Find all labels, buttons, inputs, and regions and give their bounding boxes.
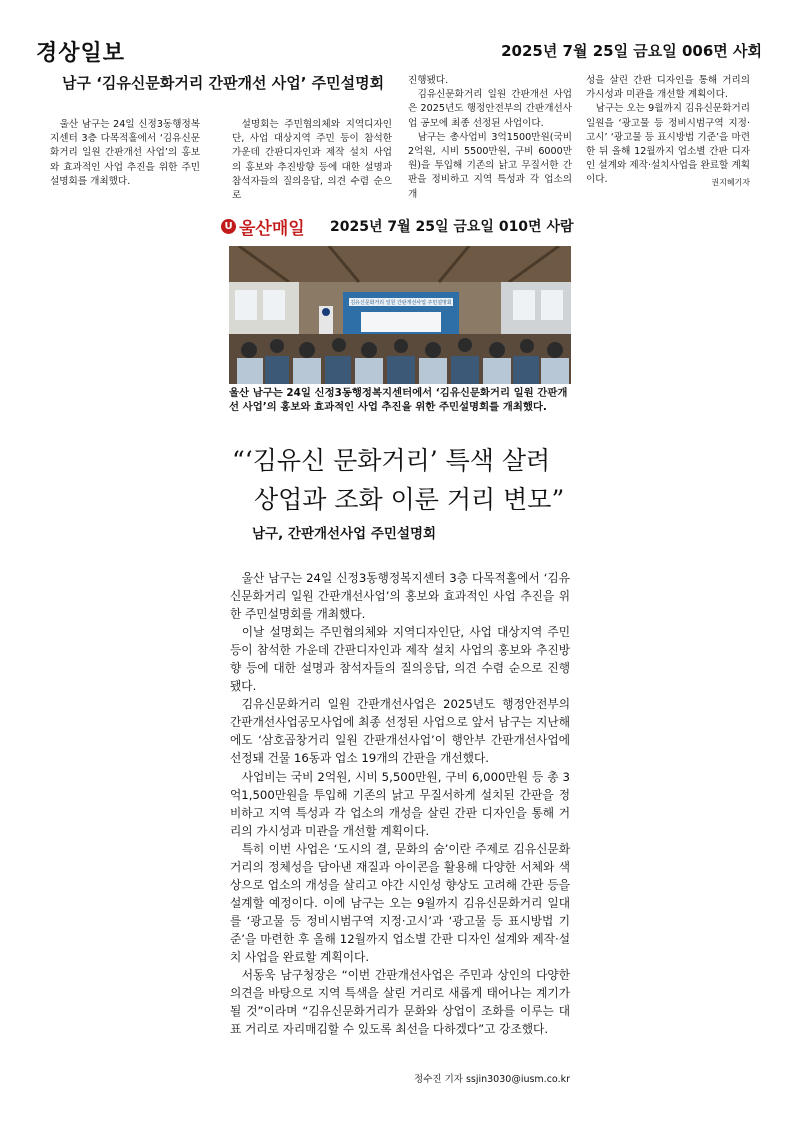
article-paragraph: 특히 이번 사업은 ‘도시의 결, 문화의 숨’이란 주제로 김유신문화거리의 정체성을 담아낸 재질과 아이콘을 활용해 다양한 서체와 색상으로 업소의 개성을 살리고 야간 시인성 향상도 고려해 간판 등을 설계할 예정이다. 이에 남구는 오는 9월까지 김유신문화거리 일대를 ‘광고물 등 정비시범구역 지정·고시’과 ‘광고물 등 표시방법 기준’을 마련한 후 올해 12월까지 업소별 간판 디자인 설계와 제작·설치 사업을 완료할 계획이다. [230, 841, 570, 964]
newspaper-logo-gyeongsang: 경상일보 [36, 41, 126, 66]
clip1-col3-continuation: 진행됐다. [408, 75, 449, 86]
briefing-session-photo [229, 246, 571, 384]
clip1-byline: 권지혜기자 [711, 178, 750, 187]
clip1-col4-paragraph-1: 남구는 오는 9월까지 김유신문화거리 일원을 ‘광고물 등 정비시범구역 지정·고시’ ‘광고물 등 표시방법 기준’을 마련한 뒤 올해 12월까지 업소별 간판 디자인 설계와 제작·설치사업을 완료할 계획이다. [586, 103, 750, 186]
clip1-col4-continuation: 성을 살린 간판 디자인을 통해 거리의 가시성과 미관을 개선할 계획이다. [586, 75, 750, 101]
ulsan-maeil-logo-text: 울산매일 [239, 219, 305, 239]
photo-banner-text: 김유신문화거리 일원 간판개선사업 주민설명회 [350, 300, 452, 306]
clip2-byline: 정수진 기자 ssjin3030@iusm.co.kr [414, 1074, 570, 1085]
headline-line-1: “‘김유신 문화거리’ 특색 살려 [232, 446, 551, 475]
article-paragraph: 사업비는 국비 2억원, 시비 5,500만원, 구비 6,000만원 등 총 3억1,500만원을 투입해 기존의 낡고 무질서하게 설치된 간판을 정비하고 지역 특성과 각 업소의 개성을 살린 간판 디자인을 통해 거리의 가시성과 미관을 개선할 계획이다. [230, 769, 570, 838]
clip2-subheadline: 남구, 간판개선사업 주민설명회 [252, 526, 437, 542]
article-paragraph: 이날 설명회는 주민협의체와 지역디자인단, 사업 대상지역 주민 등이 참석한 가운데 간판디자인과 제작 설치 사업의 홍보와 추진방향 등에 대한 설명과 참석자들의 질의응답, 의견 수렴 순으로 진행됐다. [230, 625, 570, 694]
newspaper-logo-ulsan-maeil [221, 214, 305, 239]
clip1-col1-paragraph: 울산 남구는 24일 신정3동행정복지센터 3층 다목적홀에서 ‘김유신문화거리 일원 간판개선 사업’의 홍보와 효과적인 사업 추진을 위한 주민설명회를 개최했다. [50, 119, 200, 187]
clip2-headline [232, 441, 564, 519]
clip1-column-4 [586, 74, 750, 188]
clip1-headline: 남구 ‘김유신문화거리 간판개선 사업’ 주민설명회 [62, 74, 385, 92]
clip1-column-1 [50, 118, 200, 189]
clip1-col3-paragraph-2: 남구는 총사업비 3억1500만원(국비 2억원, 시비 5500만원, 구비 6000만원)을 투입해 기존의 낡고 무질서한 간판을 정비하고 지역 특성과 각 업소의 개 [408, 131, 572, 200]
article-paragraph: 김유신문화거리 일원 간판개선사업은 2025년도 행정안전부의 간판개선사업공모사업에 최종 선정된 사업으로 앞서 남구는 지난해에도 ‘삼호곱창거리 일원 간판개선사업’이 행안부 간판개선사업에 선정돼 건물 16동과 업소 19개의 간판을 개선했다. [230, 697, 570, 766]
clip2-article-body [230, 569, 570, 1038]
headline-line-2: 상업과 조화 이룬 거리 변모” [254, 485, 565, 514]
photo-caption: 울산 남구는 24일 신정3동행정복지센터에서 ‘김유신문화거리 일원 간판개선 사업’의 홍보와 효과적인 사업 추진을 위한 주민설명회를 개최했다. [229, 387, 568, 413]
article-paragraph: 서동욱 남구청장은 “이번 간판개선사업은 주민과 상인의 다양한 의견을 바탕으로 지역 특색을 살린 거리로 새롭게 태어나는 계기가 될 것”이라며 “김유신문화거리가 문화와 상업이 조화를 이루는 대표 거리로 자리매김할 수 있도록 최선을 다하겠다”고 강조했다. [230, 968, 570, 1037]
article-paragraph: 울산 남구는 24일 신정3동행정복지센터 3층 다목적홀에서 ‘김유신문화거리 일원 간판개선사업’의 홍보와 효과적인 사업 추진을 위한 주민설명회를 개최했다. [230, 571, 570, 622]
ulsan-maeil-logo-icon: U [221, 219, 236, 234]
clip2-dateline: 2025년 7월 25일 금요일 010면 사람 [330, 219, 574, 235]
clip1-col3-paragraph-1: 김유신문화거리 일원 간판개선 사업은 2025년도 행정안전부의 간판개선사업 공모에 최종 선정된 사업이다. [408, 89, 572, 129]
clip1-column-2 [232, 118, 392, 203]
photo-illustration [229, 246, 571, 384]
clip1-col2-paragraph: 설명회는 주민협의체와 지역디자인단, 사업 대상지역 주민 등이 참석한 가운데 간판디자인과 제작 설치 사업의 홍보와 추진방향 등에 대한 설명과 참석자들의 질의응답, 의견 수렴 순으로 [232, 119, 392, 202]
clip1-dateline: 2025년 7월 25일 금요일 006면 사회 [501, 42, 762, 60]
clip1-column-3 [408, 74, 572, 202]
